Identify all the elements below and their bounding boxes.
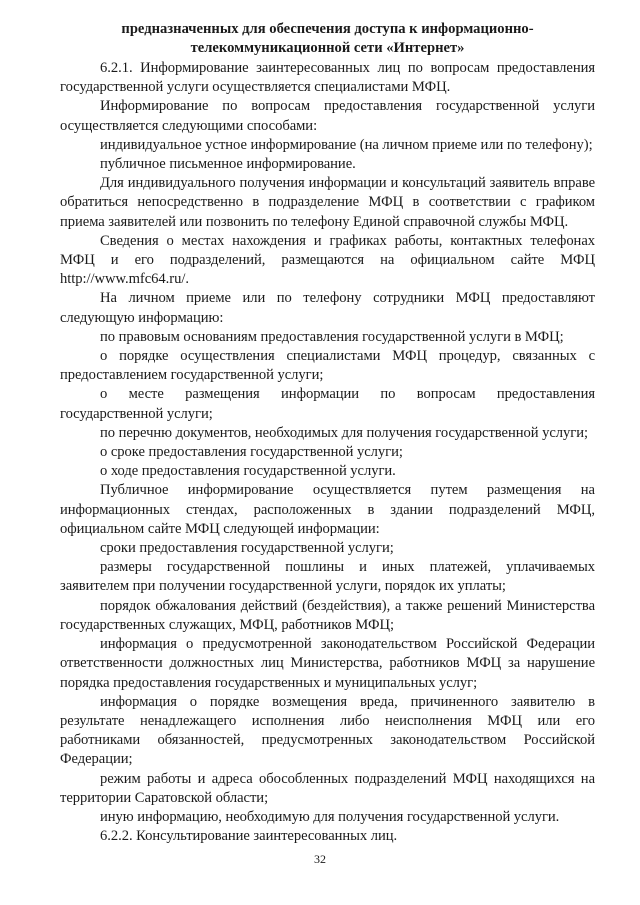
paragraph: На личном приеме или по телефону сотрудники МФЦ предоставляют следующую информацию: [60, 290, 595, 326]
list-item: индивидуальное устное информирование (на личном приеме или по телефону); [100, 136, 593, 153]
list-item: сроки предоставления государственной услуги; [100, 540, 394, 557]
section-heading [60, 20, 595, 58]
list-item: информация о предусмотренной законодательством Российской Федерации ответственности должностных лиц Министерства, работников МФЦ за нарушение порядка предоставления государственных и муниципальных услуг; [60, 636, 595, 691]
list-item: иную информацию, необходимую для получения государственной услуги. [100, 808, 560, 825]
list-item: по перечню документов, необходимых для получения государственной услуги; [100, 424, 588, 441]
paragraph: Информирование по вопросам предоставления государственной услуги осуществляется следующими способами: [60, 98, 595, 134]
list-item: информация о порядке возмещения вреда, причиненного заявителю в результате ненадлежащего исполнения либо неисполнения МФЦ или его работниками обязанностей, предусмотренных законодательством Российской Федерации; [60, 693, 595, 768]
heading-line: предназначенных для обеспечения доступа к информационно- [121, 21, 534, 37]
list-item: о месте размещения информации по вопросам предоставления государственной услуги; [60, 386, 595, 422]
heading-line: телекоммуникационной сети «Интернет» [190, 40, 465, 56]
paragraph: Для индивидуального получения информации и консультаций заявитель вправе обратиться непосредственно в подразделение МФЦ в соответствии с графиком приема заявителей или позвонить по телефону Единой справочной службы МФЦ. [60, 175, 595, 230]
page-number: 32 [314, 852, 326, 866]
list-item: публичное письменное информирование. [100, 156, 356, 173]
list-item: по правовым основаниям предоставления государственной услуги в МФЦ; [100, 328, 564, 345]
list-item: порядок обжалования действий (бездействия), а также решений Министерства государственных служащих, МФЦ, работников МФЦ; [60, 597, 595, 633]
paragraph: 6.2.2. Консультирование заинтересованных лиц. [100, 828, 398, 845]
document-page [60, 20, 595, 846]
paragraph: Сведения о местах нахождения и графиках работы, контактных телефонах МФЦ и его подразделений, размещаются на официальном сайте МФЦ http://www.mfc64.ru/. [60, 232, 595, 288]
list-item: о ходе предоставления государственной услуги. [100, 463, 396, 480]
list-item: режим работы и адреса обособленных подразделений МФЦ находящихся на территории Саратовской области; [60, 770, 595, 806]
list-item: о порядке осуществления специалистами МФЦ процедур, связанных с предоставлением государственной услуги; [60, 348, 595, 384]
paragraph: Публичное информирование осуществляется путем размещения на информационных стендах, расположенных в здании подразделений МФЦ, официальном сайте МФЦ следующей информации: [60, 482, 595, 537]
paragraph: 6.2.1. Информирование заинтересованных лиц по вопросам предоставления государственной услуги осуществляется специалистами МФЦ. [60, 60, 595, 96]
list-item: размеры государственной пошлины и иных платежей, уплачиваемых заявителем при получении государственной услуги, порядок их уплаты; [60, 559, 595, 595]
body-text [60, 59, 595, 846]
list-item: о сроке предоставления государственной услуги; [100, 444, 403, 461]
